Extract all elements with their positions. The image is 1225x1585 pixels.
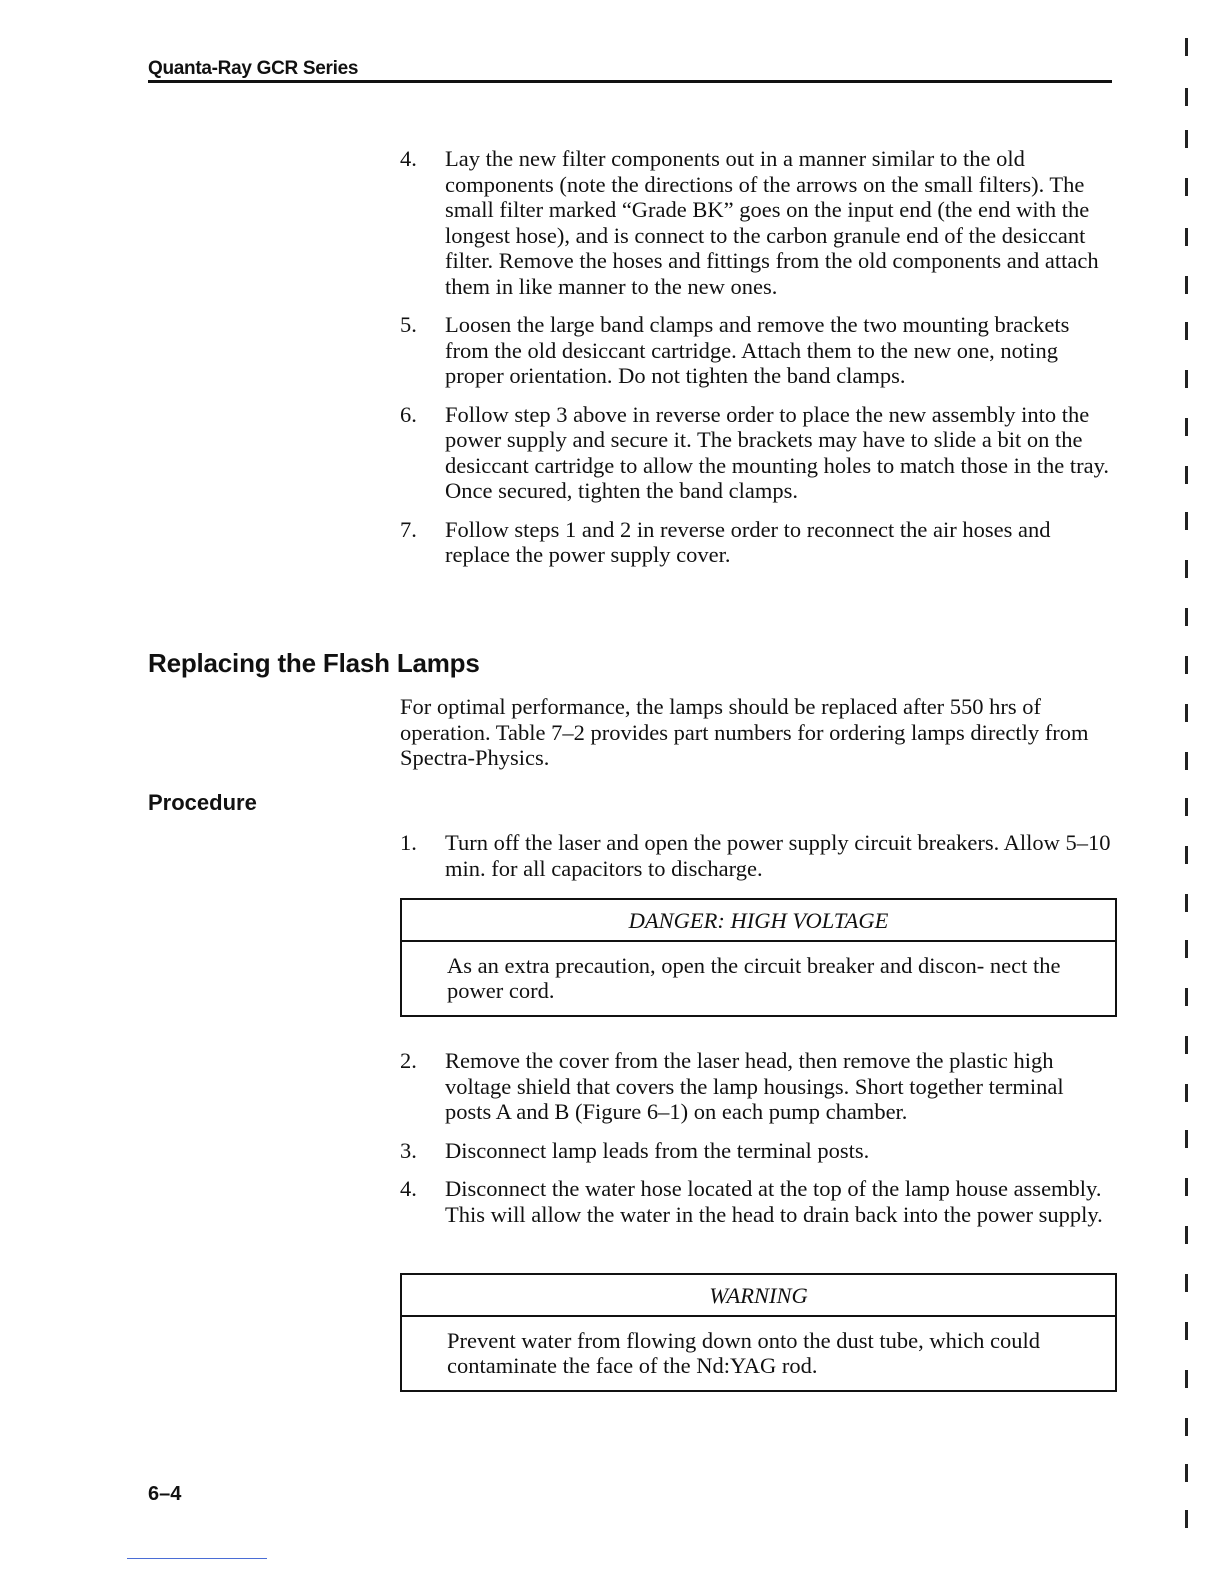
scan-mark (1185, 228, 1188, 246)
list-item (400, 830, 1115, 881)
procedure-subhead: Procedure (148, 790, 257, 815)
scan-edge-marks (1182, 30, 1194, 1560)
scan-mark (1185, 752, 1188, 770)
scan-mark (1185, 178, 1188, 196)
scan-mark (1185, 940, 1188, 958)
warning-body: Prevent water from flowing down onto the dust tube, which could contaminate the face of the Nd:YAG rod. (447, 1327, 1041, 1378)
step-text: Loosen the large band clamps and remove the two mounting brackets from the old desiccant cartridge. Attach them to the new one, noting proper orientation. Do not tighten the band clamps. (445, 312, 1070, 388)
warning-title: WARNING (402, 1275, 1115, 1317)
scan-mark (1185, 1510, 1188, 1528)
list-item (400, 312, 1115, 389)
scan-mark (1185, 1130, 1188, 1148)
danger-title: DANGER: HIGH VOLTAGE (402, 900, 1115, 942)
step-text: Remove the cover from the laser head, then remove the plastic high voltage shield that covers the lamp housings. Short together terminal posts A and B (Figure 6–1) on each pump chamber. (445, 1048, 1064, 1124)
scan-mark (1185, 1274, 1188, 1292)
list-item (400, 146, 1115, 299)
scan-mark (1185, 370, 1188, 388)
scan-mark (1185, 798, 1188, 816)
scan-mark (1185, 1322, 1188, 1340)
scan-mark (1185, 894, 1188, 912)
scan-mark (1185, 704, 1188, 722)
scan-mark (1185, 1226, 1188, 1244)
step-text: Follow steps 1 and 2 in reverse order to reconnect the air hoses and replace the power supply cover. (445, 516, 1051, 567)
step-number: 4. (400, 146, 417, 171)
warning-box (400, 1273, 1117, 1392)
step-number: 7. (400, 516, 417, 542)
scan-mark (1185, 988, 1188, 1006)
scan-mark (1185, 1370, 1188, 1388)
step-text: Follow step 3 above in reverse order to place the new assembly into the power supply and secure it. The brackets may have to slide a bit on the desiccant cartridge to allow the mounting holes to match those in the tray. Once secured, tighten the band clamps. (445, 401, 1109, 503)
procedure-step-1 (400, 830, 1115, 894)
scan-mark (1185, 88, 1188, 106)
step-number: 1. (400, 830, 417, 855)
list-item (400, 1176, 1115, 1227)
scan-mark (1185, 846, 1188, 864)
danger-body: As an extra precaution, open the circuit breaker and discon- nect the power cord. (447, 952, 1061, 1003)
scan-mark (1185, 512, 1188, 530)
list-item (400, 517, 1115, 568)
scan-mark (1185, 1418, 1188, 1436)
scan-mark (1185, 656, 1188, 674)
scan-mark (1185, 1464, 1188, 1482)
danger-box (400, 898, 1117, 1017)
scan-mark (1185, 560, 1188, 578)
step-number: 2. (400, 1048, 417, 1073)
step-number: 5. (400, 312, 417, 337)
header-rule (148, 80, 1112, 83)
step-text: Disconnect the water hose located at the top of the lamp house assembly. This will allow the water in the head to drain back into the power supply. (445, 1176, 1103, 1227)
step-number: 3. (400, 1137, 417, 1163)
scan-mark (1185, 38, 1188, 56)
scan-mark (1185, 1084, 1188, 1102)
scan-mark (1185, 608, 1188, 626)
scan-mark (1185, 418, 1188, 436)
scan-mark (1185, 322, 1188, 340)
list-item (400, 1138, 1115, 1164)
bottom-edge-line (127, 1558, 267, 1559)
list-item (400, 1048, 1115, 1125)
step-number: 4. (400, 1176, 417, 1201)
section-intro: For optimal performance, the lamps should be replaced after 550 hrs of operation. Table 7–2 provides part numbers for ordering lamps directly from Spectra-Physics. (400, 694, 1089, 770)
scan-mark (1185, 1036, 1188, 1054)
step-text: Lay the new filter components out in a manner similar to the old components (note the directions of the arrows on the small filters). The small filter marked “Grade BK” goes on the input end (the end with the longest hose), and is connect to the carbon granule end of the desiccant filter. Remove the hoses and fittings from the old components and attach them in like manner to the new ones. (445, 146, 1099, 299)
scan-mark (1185, 1178, 1188, 1196)
list-item (400, 402, 1115, 504)
scan-mark (1185, 276, 1188, 294)
step-number: 6. (400, 401, 417, 427)
procedure-steps-2-4 (400, 1048, 1115, 1240)
section-title: Replacing the Flash Lamps (148, 648, 480, 678)
continued-steps-list (400, 146, 1115, 581)
page-number: 6–4 (148, 1483, 182, 1505)
running-header: Quanta-Ray GCR Series (148, 58, 359, 79)
scan-mark (1185, 466, 1188, 484)
scan-mark (1185, 130, 1188, 148)
step-text: Disconnect lamp leads from the terminal posts. (445, 1137, 870, 1163)
step-text: Turn off the laser and open the power supply circuit breakers. Allow 5–10 min. for all capacitors to discharge. (445, 830, 1111, 881)
